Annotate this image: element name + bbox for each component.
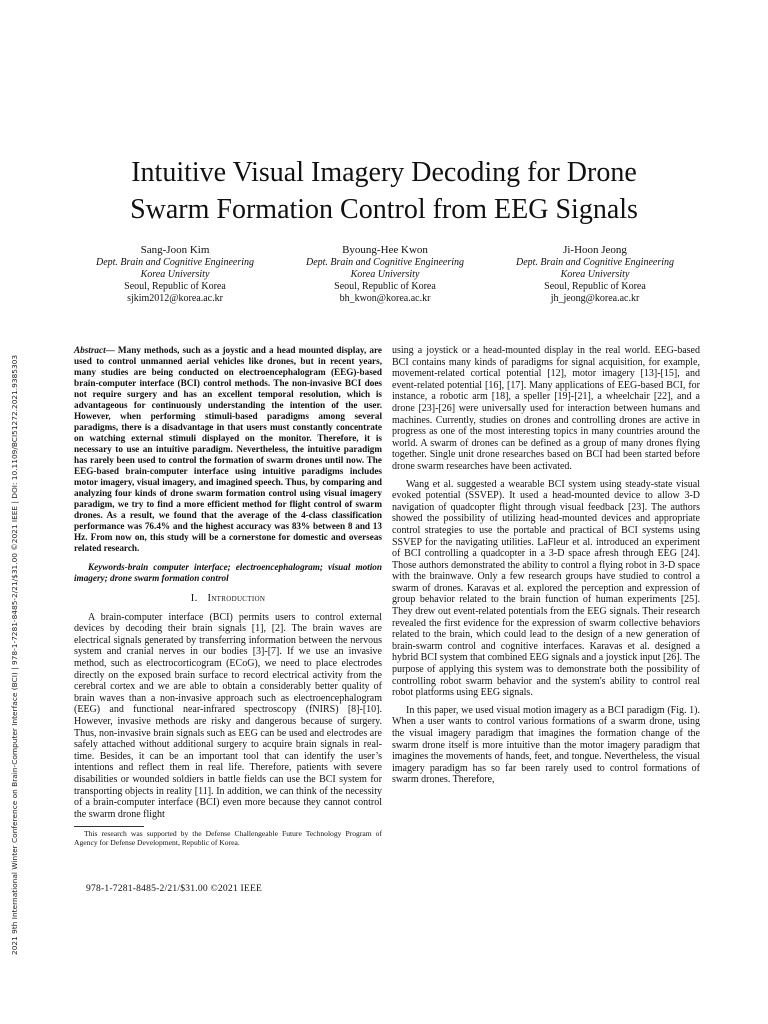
author-university: Korea University <box>350 269 420 280</box>
right-paragraph-1: using a joystick or a head-mounted display in the real world. EEG-based BCI contains many kinds of paradigms for signal acquisition, for example, movement-related cortical potential [12], motor imagery [13]-[15], and event-related potential [16], [17]. Many applications of EEG-based BCI, for instance, a robotic arm [18], a speller [19]-[21], a wheelchair [22], and a drone [23]-[26] were universally used for interaction between humans and machines. Currently, studies on drones and controlling drones are active in progress as one of the most interesting topics in many countries around the world. A swarm of drones can be defined as a group of many drones flying together. Single unit drone researches based on BCI had been started before drone swarm researches have been activated. <box>392 345 700 472</box>
author-city: Seoul, Republic of Korea <box>544 281 646 292</box>
right-column <box>392 345 700 792</box>
author-department: Dept. Brain and Cognitive Engineering <box>95 257 255 268</box>
footnote: This research was supported by the Defense Challengeable Future Technology Program of Agency for Defense Development, Republic of Korea. <box>74 829 382 848</box>
author-email: jh_jeong@korea.ac.kr <box>550 293 640 304</box>
keywords: Keywords-brain computer interface; electroencephalogram; visual motion imagery; drone swarm formation control <box>74 562 382 583</box>
abstract-label: Abstract— <box>74 345 115 355</box>
author-city: Seoul, Republic of Korea <box>124 281 226 292</box>
sidebar-citation <box>4 310 26 955</box>
abstract-text: Many methods, such as a joystic and a head mounted display, are used to control unmanned aerial vehicles like drones, but in recent years, many studies are being conducted on electroencephalogram (EEG)-based brain-computer interface (BCI) control methods. The non-invasive BCI does not require surgery and has an excellent temporal resolution, which is advantageous for continuously understanding the intention of the user. However, when performing stimuli-based paradigms among several paradigms, there is a disadvantage in that users must constantly concentrate on watching external stimuli displayed on the monitor. Therefore, it is necessary to use an intuitive paradigm. Nevertheless, the intuitive paradigm has rarely been used to control the formation of swarm drones until now. The EEG-based brain-computer interface using intuitive paradigms includes motor imagery, visual imagery, and imagined speech. Thus, by comparing and analyzing four kinds of drone swarm formation control using visual imagery paradigm, we try to find a more efficient method for flight control of swarm drones. As a result, we found that the average of the 4-class classification performance was 76.4% and the highest accuracy was 83% between 8 and 13 Hz. From now on, this study will be a cornerstone for domestic and overseas related research. <box>74 345 382 553</box>
author-university: Korea University <box>560 269 630 280</box>
author-1 <box>70 243 280 305</box>
footnote-rule <box>74 826 144 827</box>
paper-title <box>84 154 684 228</box>
section-heading <box>74 593 382 605</box>
author-city: Seoul, Republic of Korea <box>334 281 436 292</box>
author-name: Byoung-Hee Kwon <box>342 244 428 256</box>
section-number: I. <box>190 593 198 604</box>
author-university: Korea University <box>140 269 210 280</box>
author-3 <box>490 243 700 305</box>
title-line-2: Swarm Formation Control from EEG Signals <box>130 194 638 225</box>
section-title: Introduction <box>207 593 266 604</box>
author-email: sjkim2012@korea.ac.kr <box>127 293 223 304</box>
author-department: Dept. Brain and Cognitive Engineering <box>305 257 465 268</box>
author-name: Ji-Hoon Jeong <box>563 244 627 256</box>
left-column <box>74 345 382 847</box>
right-paragraph-3: In this paper, we used visual motion imagery as a BCI paradigm (Fig. 1). When a user wants to control various formations of a swarm drone, using the visual imagery paradigm that imagines the formation change of the swarm drone itself is more intuitive than the motor imagery paradigm that imagines the movements of hands, feet, and tongue. Nevertheless, the visual imagery paradigm has so far been rarely used to control formations of swarm drones. Therefore, <box>392 704 700 786</box>
author-department: Dept. Brain and Cognitive Engineering <box>515 257 675 268</box>
copyright-notice: 978-1-7281-8485-2/21/$31.00 ©2021 IEEE <box>86 883 263 894</box>
sidebar-citation-text: 2021 9th International Winter Conference on Brain-Computer Interface (BCI) | 978-1-7281-8485-2/21/$31.00 ©2021 IEEE | DOI: 10.1109/BCI51272.2021.9385303 <box>10 354 19 955</box>
abstract <box>74 345 382 554</box>
author-block <box>70 243 700 305</box>
title-line-1: Intuitive Visual Imagery Decoding for Drone <box>131 157 637 188</box>
author-email: bh_kwon@korea.ac.kr <box>339 293 431 304</box>
right-paragraph-2: Wang et al. suggested a wearable BCI system using steady-state visual evoked potential (SSVEP). It used a head-mounted device to allow 3-D navigation of quadcopter flight through visual feedback [23]. The authors showed the possibility of utilizing head-mounted devices and appropriate control strategies to use the portable and practical of BCI systems using SSVEP for the navigating utilities. LaFleur et al. introduced an experiment of BCI controlling a quadcopter in a 3-D space afresh through EEG [24]. Those authors demonstrated the ability to control a flying robot in 3-D space with the brainwave. Only a few research groups have studied to control a swarm of drones. Karavas et al. explored the perception and expression of group behavior related to the brain function of human experiments [25]. They drew out event-related potentials from the EEG signals. Their research revealed the first evidence for the expression of swarm collective behaviors related to the brain, which could lead to the design of a new generation of brain-swarm control and cognitive interfaces. Karavas et al. designed a hybrid BCI system that combined EEG signals and a joystick input [26]. The purpose of applying this system was to demonstrate both the possibility of controlling robot swarm behavior and the system's ability to control real robot platforms using EEG signals. <box>392 478 700 699</box>
author-name: Sang-Joon Kim <box>140 244 210 256</box>
author-2 <box>280 243 490 305</box>
intro-paragraph-1: A brain-computer interface (BCI) permits users to control external devices by decoding their brain signals [1], [2]. The brain waves are electrical signals generated by transferring information between the nervous system and cranial nerves in our bodies [3]-[7]. If we use an invasive method, such as electrocorticogram (ECoG), we need to place electrodes directly on the exposed brain surface to record electrical activity from the cerebral cortex and we are able to obtain a considerably better quality of brain waves than a non-invasive approach such as electroencephalogram (EEG) and functional near-infrared spectroscopy (fNIRS) [8]-[10]. However, invasive methods are risky and dangerous because of surgery. Thus, non-invasive brain signals such as EEG can be used and electrodes are safely attached without additional surgery to acquire brain signals in real-time. Besides, it can be an important tool that can identify the user’s intentions and reflect them in real life. Therefore, patients with severe disabilities or wounded soldiers in battle fields can use the BCI system for transporting objects in reality [11]. In addition, we can think of the necessity of a brain-computer interface (BCI) even more because they cannot control the swarm drone flight <box>74 611 382 820</box>
